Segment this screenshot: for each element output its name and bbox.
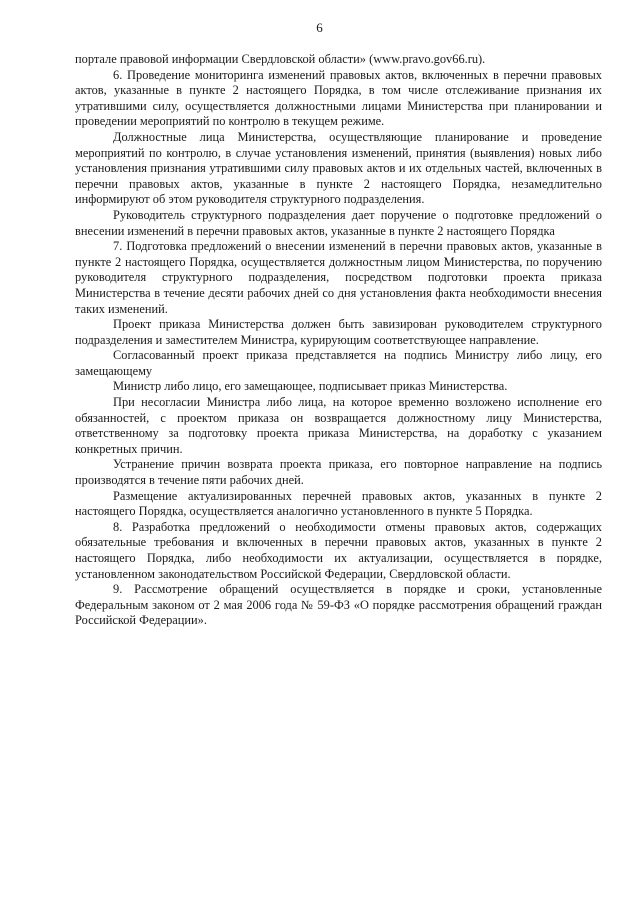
document-body — [75, 52, 602, 629]
paragraph-head-instruction: Руководитель структурного подразделения дает поручение о подготовке предложений о внесении изменений в перечни правовых актов, указанные в пункте 2 настоящего Порядка — [75, 207, 602, 238]
paragraph-publication: Размещение актуализированных перечней правовых актов, указанных в пункте 2 настоящего Порядка, осуществляется аналогично установленного в пункте 5 Порядка. — [75, 488, 602, 519]
paragraph-disagreement: При несогласии Министра либо лица, на которое временно возложено исполнение его обязанностей, с проектом приказа он возвращается должностному лицу Министерства, ответственному за подготовку проекта приказа Министерства, на доработку с указанием конкретных причин. — [75, 395, 602, 456]
paragraph-draft-endorsement: Проект приказа Министерства должен быть завизирован руководителем структурного подразделения и заместителем Министра, курирующим соответствующее направление. — [75, 317, 602, 347]
paragraph-return-fix: Устранение причин возврата проекта приказа, его повторное направление на подпись производятся в течение пяти рабочих дней. — [75, 457, 602, 488]
paragraph-draft-signature: Согласованный проект приказа представляется на подпись Министру либо лицу, его замещающему — [75, 348, 602, 378]
paragraph-item-9: 9. Рассмотрение обращений осуществляется в порядке и сроки, установленные Федеральным законом от 2 мая 2006 года № 59-ФЗ «О порядке рассмотрения обращений граждан Российской Федерации». — [75, 582, 602, 628]
paragraph-item-6: 6. Проведение мониторинга изменений правовых актов, включенных в перечни правовых актов, указанные в пункте 2 настоящего Порядка, в том числе отслеживание признания их утратившими силу, осуществляется должностными лицами Министерства при планировании и проведении мероприятий по контролю в текущем режиме. — [75, 67, 602, 129]
paragraph-item-8: 8. Разработка предложений о необходимости отмены правовых актов, содержащих обязательные требования и включенных в перечни правовых актов, указанных в пункте 2 настоящего Порядка, либо необходимости их актуализации, осуществляется в порядке, установленном законодательством Российской Федерации, Свердловской области. — [75, 519, 602, 581]
paragraph-continuation: порталe правовой информации Свердловской области» (www.pravo.gov66.ru). — [75, 52, 486, 66]
paragraph-minister-signs: Министр либо лицо, его замещающее, подписывает приказ Министерства. — [113, 379, 508, 394]
paragraph-item-7: 7. Подготовка предложений о внесении изменений в перечни правовых актов, указанные в пункте 2 настоящего Порядка, осуществляется должностным лицом Министерства, по поручению руководителя структурного подразделения, посредством подготовки проекта приказа Министерства в течение десяти рабочих дней со дня установления факта необходимости внесения таких изменений. — [75, 239, 602, 316]
paragraph-officials-inform: Должностные лица Министерства, осуществляющие планирование и проведение мероприятий по контролю, в случае установления изменений, принятия (выявления) новых либо установления признания утратившими силу правовых актов и их отдельных частей, включенных в перечни правовых актов, указанные в пункте 2 настоящего Порядка, незамедлительно информируют об этом руководителя структурного подразделения. — [75, 129, 602, 207]
page-number: 6 — [316, 20, 323, 35]
